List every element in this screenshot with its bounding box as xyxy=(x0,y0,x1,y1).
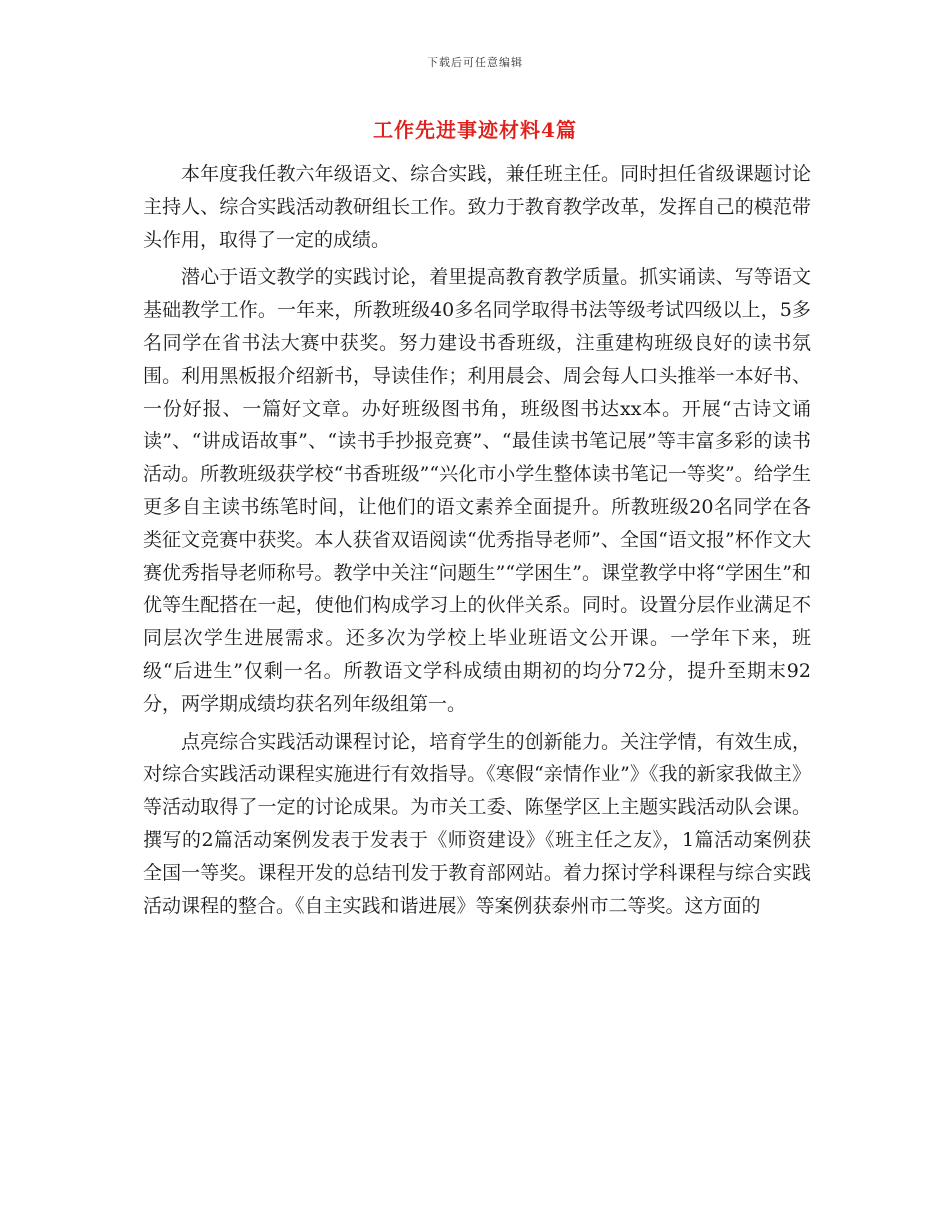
paragraph-1: 本年度我任教六年级语文、综合实践，兼任班主任。同时担任省级课题讨论主持人、综合实践活动教研组长工作。致力于教育教学改革，发挥自己的模范带头作用，取得了一定的成绩。 xyxy=(143,163,811,251)
document-title: 工作先进事迹材料4篇 xyxy=(373,118,577,142)
paragraph-2: 潜心于语文教学的实践讨论，着里提高教育教学质量。抓实诵读、写等语文基础教学工作。一年来，所教班级40多名同学取得书法等级考试四级以上，5多名同学在省书法大赛中获奖。努力建设书香班级，注重建构班级良好的读书氛围。利用黑板报介绍新书，导读佳作；利用晨会、周会每人口头推举一本好书、一份好报、一篇好文章。办好班级图书角，班级图书达xx本。开展“古诗文诵读”、“讲成语故事”、“读书手抄报竞赛”、“最佳读书笔记展”等丰富多彩的读书活动。所教班级获学校“书香班级”“兴化市小学生整体读书笔记一等奖”。给学生更多自主读书练笔时间，让他们的语文素养全面提升。所教班级20名同学在各类征文竞赛中获奖。本人获省双语阅读“优秀指导老师”、全国“语文报”杯作文大赛优秀指导老师称号。教学中关注“问题生”“学困生”。课堂教学中将“学困生”和优等生配搭在一起，使他们构成学习上的伙伴关系。同时。设置分层作业满足不同层次学生进展需求。还多次为学校上毕业班语文公开课。一学年下来，班级“后进生”仅剩一名。所教语文学科成绩由期初的均分72分，提升至期末92分，两学期成绩均获名列年级组第一。 xyxy=(143,266,811,715)
paragraph-3: 点亮综合实践活动课程讨论，培育学生的创新能力。关注学情，有效生成，对综合实践活动课程实施进行有效指导。《寒假“亲情作业”》《我的新家我做主》等活动取得了一定的讨论成果。为市关工委、陈堡学区上主题实践活动队会课。撰写的2篇活动案例发表于发表于《师资建设》《班主任之友》，1篇活动案例获全国一等奖。课程开发的总结刊发于教育部网站。着力探讨学科课程与综合实践活动课程的整合。《自主实践和谐进展》等案例获泰州市二等奖。这方面的 xyxy=(143,730,811,917)
document-body xyxy=(143,158,811,927)
page-header-note: 下载后可任意编辑 xyxy=(427,56,523,69)
